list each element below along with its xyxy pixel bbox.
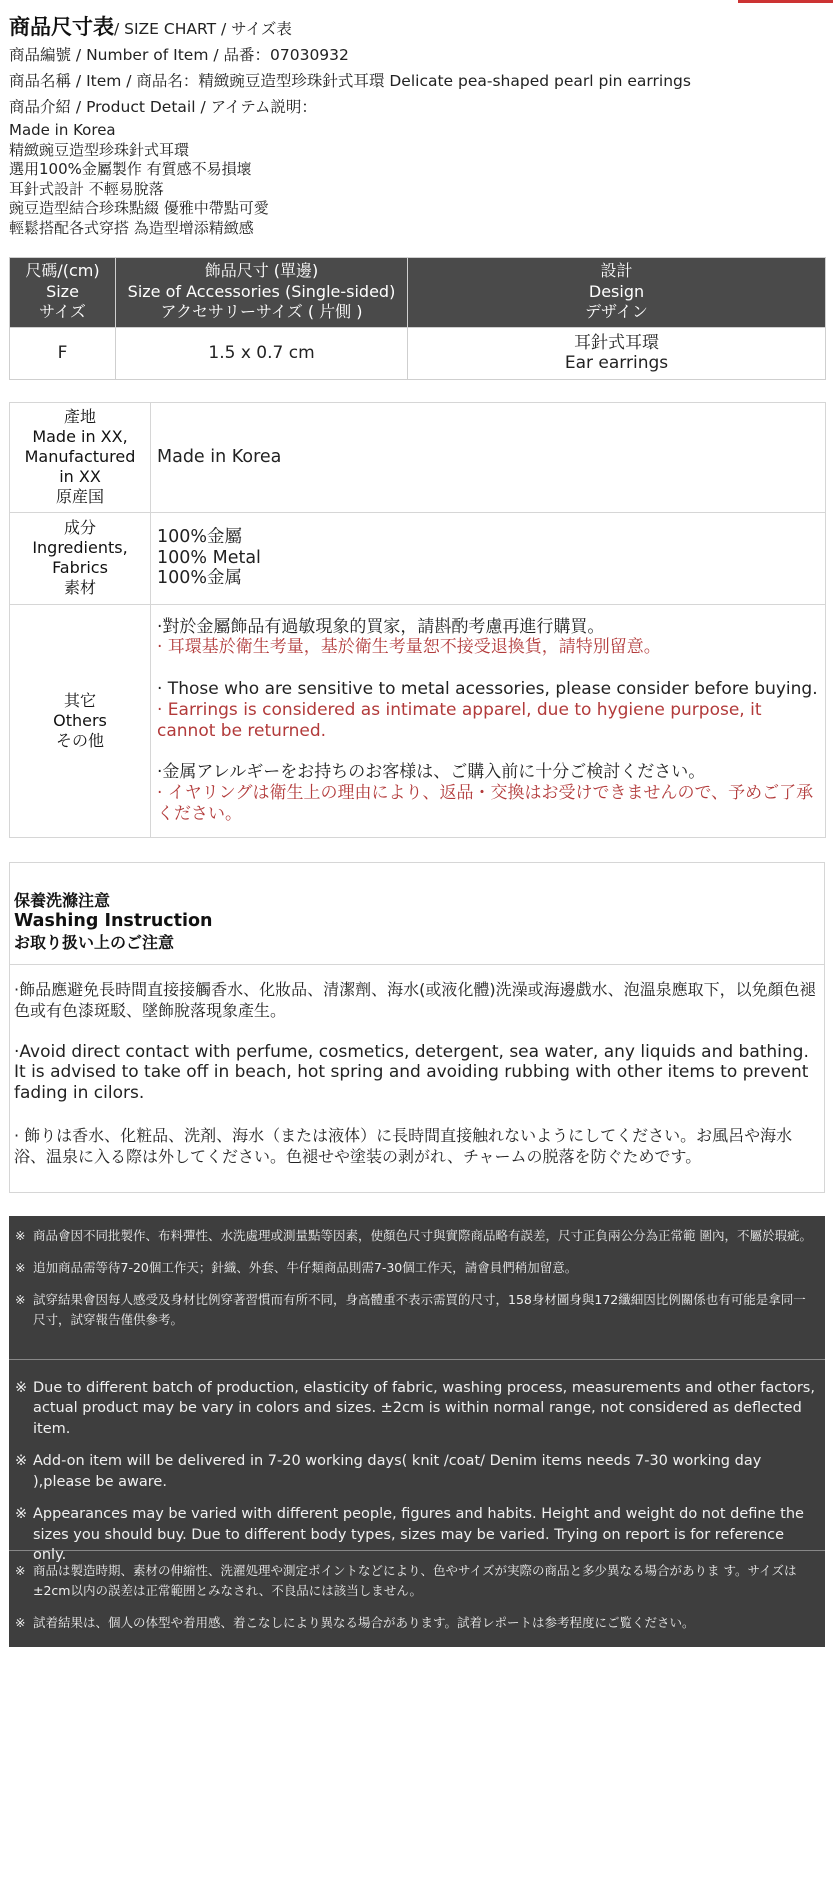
header-design <box>408 257 826 327</box>
washing-text-jp: · 飾りは香水、化粧品、洗剤、海水（または液体）に長時間直接触れないようにしてください。お風呂や海水浴、温泉に入る際は外してください。色褪せや塗装の剥がれ、チャームの脱落を防ぐためです。 <box>14 1125 793 1166</box>
notice-item <box>15 1451 815 1492</box>
reference-mark-icon: ※ <box>15 1227 26 1243</box>
label-line: Manufactured <box>24 447 136 467</box>
title-rest: / SIZE CHART / サイズ表 <box>114 20 292 38</box>
others-row <box>10 604 826 837</box>
header-design-zh: 設計 <box>600 261 633 281</box>
cell-design <box>408 327 826 379</box>
notice-section-zh <box>9 1216 825 1360</box>
washing-title-jp: お取り扱い上のご注意 <box>14 932 175 952</box>
others-value <box>151 604 826 837</box>
design-en: Ear earrings <box>564 353 669 374</box>
ingredient-line: 100%金属 <box>157 568 243 589</box>
washing-text-en: ·Avoid direct contact with perfume, cosmetics, detergent, sea water, any liquids and bathing. It is advised to take off in beach, hot spring and avoiding rubbing with other items to prevent fading in cilors. <box>14 1041 809 1103</box>
others-warning-en: · Earrings is considered as intimate apparel, due to hygiene purpose, it cannot be returned. <box>157 699 762 741</box>
notice-text: 試着結果は、個人の体型や着用感、着こなしにより異なる場合があります。試着レポートは参考程度にご覧ください。 <box>33 1614 695 1630</box>
reference-mark-icon: ※ <box>15 1506 28 1523</box>
notice-item <box>15 1613 815 1633</box>
header-accessory-size <box>116 257 408 327</box>
product-intro <box>9 121 825 239</box>
intro-line: 精緻豌豆造型珍珠針式耳環 <box>9 140 190 159</box>
washing-title-en: Washing Instruction <box>14 910 213 931</box>
notice-text: 試穿結果會因每人感受及身材比例穿著習慣而有所不同，身高體重不表示需買的尺寸，158身材圖身與172纖細因比例關係也有可能是拿同一尺寸，試穿報告僅供參考。 <box>33 1291 806 1327</box>
label-line: Fabrics <box>52 558 108 578</box>
item-name: 商品名稱 / Item / 商品名：精緻豌豆造型珍珠針式耳環 Delicate pea-shaped pearl pin earrings <box>9 72 691 90</box>
intro-line: Made in Korea <box>9 121 116 139</box>
others-label <box>10 604 151 837</box>
notice-item <box>15 1290 815 1330</box>
top-accent-bar <box>738 0 833 3</box>
notice-text: Appearances may be varied with different people, figures and habits. Height and weight do not define the sizes you should buy. Due to different body types, sizes may be varied. Trying on report is for reference only. <box>33 1506 804 1564</box>
reference-mark-icon: ※ <box>15 1562 26 1578</box>
label-line: in XX <box>59 467 101 487</box>
notice-item <box>15 1561 815 1601</box>
label-line: Made in XX, <box>32 427 128 447</box>
header-size-zh: 尺碼/(cm) <box>25 261 100 281</box>
size-table-header <box>10 257 826 327</box>
others-note-en: · Those who are sensitive to metal acessories, please consider before buying. <box>157 679 818 700</box>
header-accessory-zh: 飾品尺寸 (單邊) <box>204 261 319 281</box>
notice-text: 追加商品需等待7-20個工作天；針織、外套、牛仔類商品則需7-30個工作天，請會員們稍加留意。 <box>33 1259 578 1275</box>
ingredients-row <box>10 512 826 604</box>
product-detail-label: 商品介紹 / Product Detail / アイテム説明： <box>9 98 317 116</box>
intro-line: 豌豆造型結合珍珠點綴 優雅中帶點可愛 <box>9 199 269 218</box>
cell-accessory-size: 1.5 x 0.7 cm <box>116 327 408 379</box>
others-warning-jp: · イヤリングは衛生上の理由により、返品・交換はお受けできませんので、予めご了承ください。 <box>157 782 814 824</box>
header-accessory-en: Size of Accessories (Single-sided) <box>127 281 396 301</box>
others-note-zh: ·對於金屬飾品有過敏現象的買家，請斟酌考慮再進行購買。 <box>157 616 605 637</box>
header-size-en: Size <box>46 281 79 301</box>
size-chart-page <box>9 14 825 1647</box>
size-table <box>9 257 826 380</box>
label-line: 其它 <box>63 690 96 710</box>
reference-mark-icon: ※ <box>15 1259 26 1275</box>
label-line: Ingredients, <box>32 538 128 558</box>
label-line: 素材 <box>63 578 96 598</box>
label-line: Others <box>53 710 107 730</box>
ingredient-line: 100% Metal <box>157 547 261 568</box>
origin-label <box>10 402 151 512</box>
reference-mark-icon: ※ <box>15 1453 28 1470</box>
header-design-en: Design <box>588 281 645 301</box>
washing-title-zh: 保養洗滌注意 <box>14 890 111 910</box>
others-note-jp: ·金属アレルギーをお持ちのお客様は、ご購入前に十分ご検討ください。 <box>157 762 706 783</box>
product-info-table <box>9 402 826 838</box>
header-accessory-jp: アクセサリーサイズ ( 片側 ) <box>160 302 363 322</box>
origin-row <box>10 402 826 512</box>
reference-mark-icon: ※ <box>15 1379 28 1396</box>
label-line: 產地 <box>63 407 96 427</box>
origin-value: Made in Korea <box>151 402 826 512</box>
header-size-jp: サイズ <box>39 302 86 322</box>
washing-body <box>10 965 824 1192</box>
size-chart-title <box>9 14 825 42</box>
reference-mark-icon: ※ <box>15 1291 26 1307</box>
intro-line: 選用100%金屬製作 有質感不易損壞 <box>9 160 252 179</box>
notice-section-en <box>9 1360 825 1564</box>
washing-text-zh: ·飾品應避免長時間直接接觸香水、化妝品、清潔劑、海水(或液化體)洗澡或海邊戲水、泡溫泉應取下，以免顏色褪色或有色漆斑駁、墜飾脫落現象產生。 <box>14 979 816 1020</box>
notice-text: Due to different batch of production, elasticity of fabric, washing process, measurements and other factors, actual product may be vary in colors and sizes. ±2cm is within normal range, not considered as deflected item. <box>33 1379 815 1437</box>
header-size <box>10 257 116 327</box>
notice-text: Add-on item will be delivered in 7-20 working days( knit /coat/ Denim items needs 7-30 working day ),please be aware. <box>33 1453 762 1490</box>
cell-size: F <box>10 327 116 379</box>
label-line: 原産国 <box>55 487 104 507</box>
header-design-jp: デザイン <box>585 302 648 322</box>
ingredients-value <box>151 512 826 604</box>
notice-text: 商品は製造時期、素材の伸縮性、洗濯処理や測定ポイントなどにより、色やサイズが実際の商品と多少異なる場合がありま す。サイズは±2cm以内の誤差は正常範囲とみなされ、不良品には該当しません。 <box>33 1562 797 1598</box>
table-row <box>10 327 826 379</box>
others-warning-zh: · 耳環基於衛生考量，基於衛生考量恕不接受退換貨，請特別留意。 <box>157 637 661 658</box>
notice-text: 商品會因不同批製作、布料彈性、水洗處理或測量點等因素，使顏色尺寸與實際商品略有誤差，尺寸正負兩公分為正常範 圍內，不屬於瑕疵。 <box>33 1227 812 1243</box>
washing-instruction-box <box>9 862 825 1193</box>
label-line: その他 <box>55 730 104 750</box>
washing-title <box>10 863 824 965</box>
notice-item <box>15 1258 815 1278</box>
ingredient-line: 100%金屬 <box>157 527 243 548</box>
ingredients-label <box>10 512 151 604</box>
notice-item <box>15 1226 815 1246</box>
notice-panel <box>9 1216 825 1647</box>
product-header <box>9 14 825 239</box>
title-main: 商品尺寸表 <box>9 15 114 39</box>
notice-item <box>15 1378 815 1440</box>
label-line: 成分 <box>63 518 96 538</box>
reference-mark-icon: ※ <box>15 1614 26 1630</box>
intro-line: 耳針式設計 不輕易脫落 <box>9 179 164 198</box>
item-number: 商品編號 / Number of Item / 品番：07030932 <box>9 46 349 64</box>
notice-item <box>15 1504 815 1566</box>
intro-line: 輕鬆搭配各式穿搭 為造型增添精緻感 <box>9 218 254 237</box>
notice-section-jp <box>9 1551 825 1647</box>
design-zh: 耳針式耳環 <box>574 333 659 354</box>
